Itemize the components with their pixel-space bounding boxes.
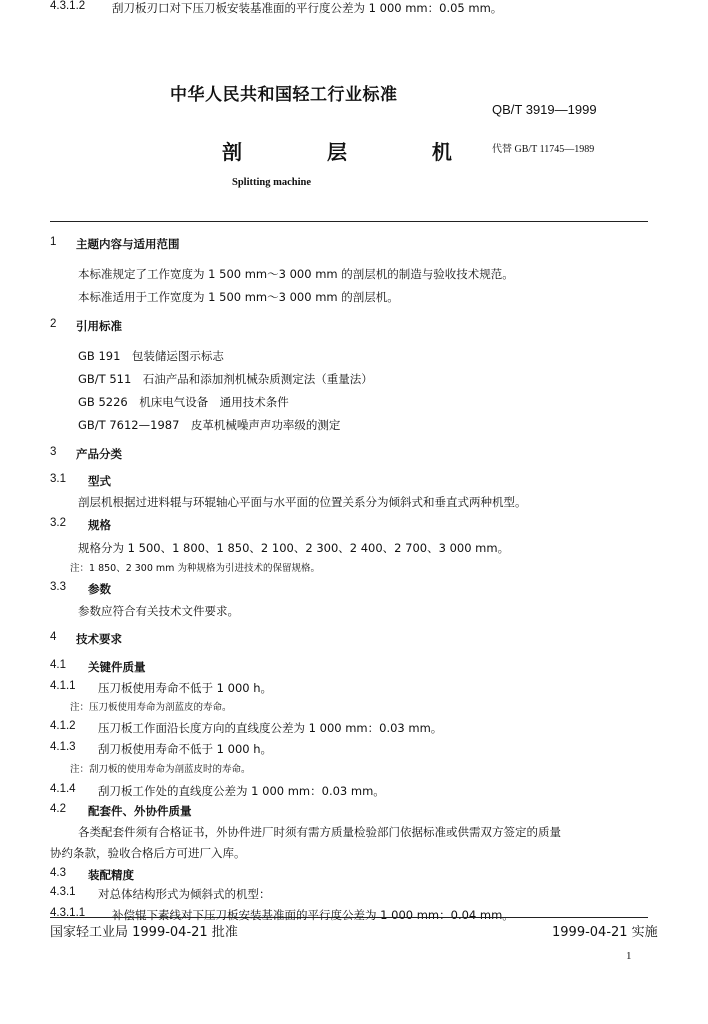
page-number: 1 [626, 950, 632, 962]
clause-text: 规格分为 1 500、1 800、1 850、2 100、2 300、2 400、2 700、3 000 mm。 [78, 541, 510, 555]
clause-heading: 引用标准 [76, 319, 122, 333]
clause-number: 4.1.2 [50, 720, 76, 732]
clause-text: 补偿辊下素线对下压刀板安装基准面的平行度公差为 1 000 mm：0.04 mm。 [112, 908, 514, 922]
clause-text: GB 191 包装储运图示标志 [78, 349, 224, 363]
clause-number: 3.2 [50, 517, 66, 529]
clause-text: 刮刀板刃口对下压刀板安装基准面的平行度公差为 1 000 mm：0.05 mm。 [112, 1, 503, 15]
clause-number: 4.2 [50, 803, 66, 815]
clause-number: 4.3.1 [50, 886, 76, 898]
approval-line: 国家轻工业局 1999-04-21 批准 [50, 925, 238, 940]
clause-heading: 主题内容与适用范围 [76, 237, 180, 251]
clause-heading: 规格 [88, 518, 111, 532]
clause-text: 本标准规定了工作宽度为 1 500 mm～3 000 mm 的剖层机的制造与验收技术规范。 [78, 267, 514, 281]
clause-number: 4.1.4 [50, 783, 76, 795]
clause-number: 4.1.1 [50, 680, 76, 692]
clause-text: 对总体结构形式为倾斜式的机型： [98, 887, 271, 901]
clause-heading: 配套件、外协件质量 [88, 804, 192, 818]
clause-number: 4 [50, 631, 57, 643]
clause-heading: 参数 [88, 582, 111, 596]
clause-text: GB 5226 机床电气设备 通用技术条件 [78, 395, 289, 409]
clause-number: 3 [50, 446, 57, 458]
clause-heading: 产品分类 [76, 447, 122, 461]
clause-text: 剖层机根据过进料辊与环辊轴心平面与水平面的位置关系分为倾斜式和垂直式两种机型。 [78, 495, 527, 509]
note-text: 注：压刀板使用寿命为剖蓝皮的寿命。 [70, 702, 232, 713]
issuing-category-title: 中华人民共和国轻工行业标准 [170, 85, 398, 105]
clause-text: GB/T 7612—1987 皮革机械噪声声功率级的测定 [78, 418, 341, 432]
clause-text: 压刀板工作面沿长度方向的直线度公差为 1 000 mm：0.03 mm。 [98, 721, 443, 735]
clause-number: 2 [50, 318, 57, 330]
standard-number: QB/T 3919—1999 [492, 102, 597, 117]
clause-number: 4.3.1.2 [50, 0, 86, 12]
document-title: 剖 层 机 [222, 140, 480, 164]
note-text: 注：1 850、2 300 mm 为种规格为引进技术的保留规格。 [70, 563, 320, 574]
clause-number: 4.3 [50, 867, 66, 879]
header-divider [50, 221, 648, 222]
clause-number: 4.1 [50, 659, 66, 671]
clause-text: 各类配套件须有合格证书，外协件进厂时须有需方质量检验部门依据标准或供需双方签定的质量 [78, 825, 561, 839]
clause-text: 协约条款，验收合格后方可进厂入库。 [50, 846, 246, 860]
clause-number: 3.1 [50, 473, 66, 485]
clause-number: 4.1.3 [50, 741, 76, 753]
clause-number: 1 [50, 236, 57, 248]
clause-heading: 型式 [88, 474, 111, 488]
clause-text: 本标准适用于工作宽度为 1 500 mm～3 000 mm 的剖层机。 [78, 290, 399, 304]
clause-heading: 装配精度 [88, 868, 134, 882]
clause-text: 压刀板使用寿命不低于 1 000 h。 [98, 681, 273, 695]
clause-number: 4.3.1.1 [50, 907, 86, 919]
clause-text: 刮刀板工作处的直线度公差为 1 000 mm：0.03 mm。 [98, 784, 385, 798]
clause-text: GB/T 511 石油产品和添加剂机械杂质测定法（重量法） [78, 372, 373, 386]
replaces-standard: 代替 GB/T 11745—1989 [492, 144, 595, 155]
clause-heading: 技术要求 [76, 632, 122, 646]
clause-text: 参数应符合有关技术文件要求。 [78, 604, 239, 618]
implementation-date: 1999-04-21 实施 [552, 925, 658, 940]
footer-divider [50, 917, 648, 918]
clause-number: 3.3 [50, 581, 66, 593]
english-title: Splitting machine [232, 177, 312, 188]
clause-text: 刮刀板使用寿命不低于 1 000 h。 [98, 742, 273, 756]
note-text: 注：刮刀板的使用寿命为剖蓝皮时的寿命。 [70, 764, 251, 775]
clause-heading: 关键件质量 [88, 660, 146, 674]
